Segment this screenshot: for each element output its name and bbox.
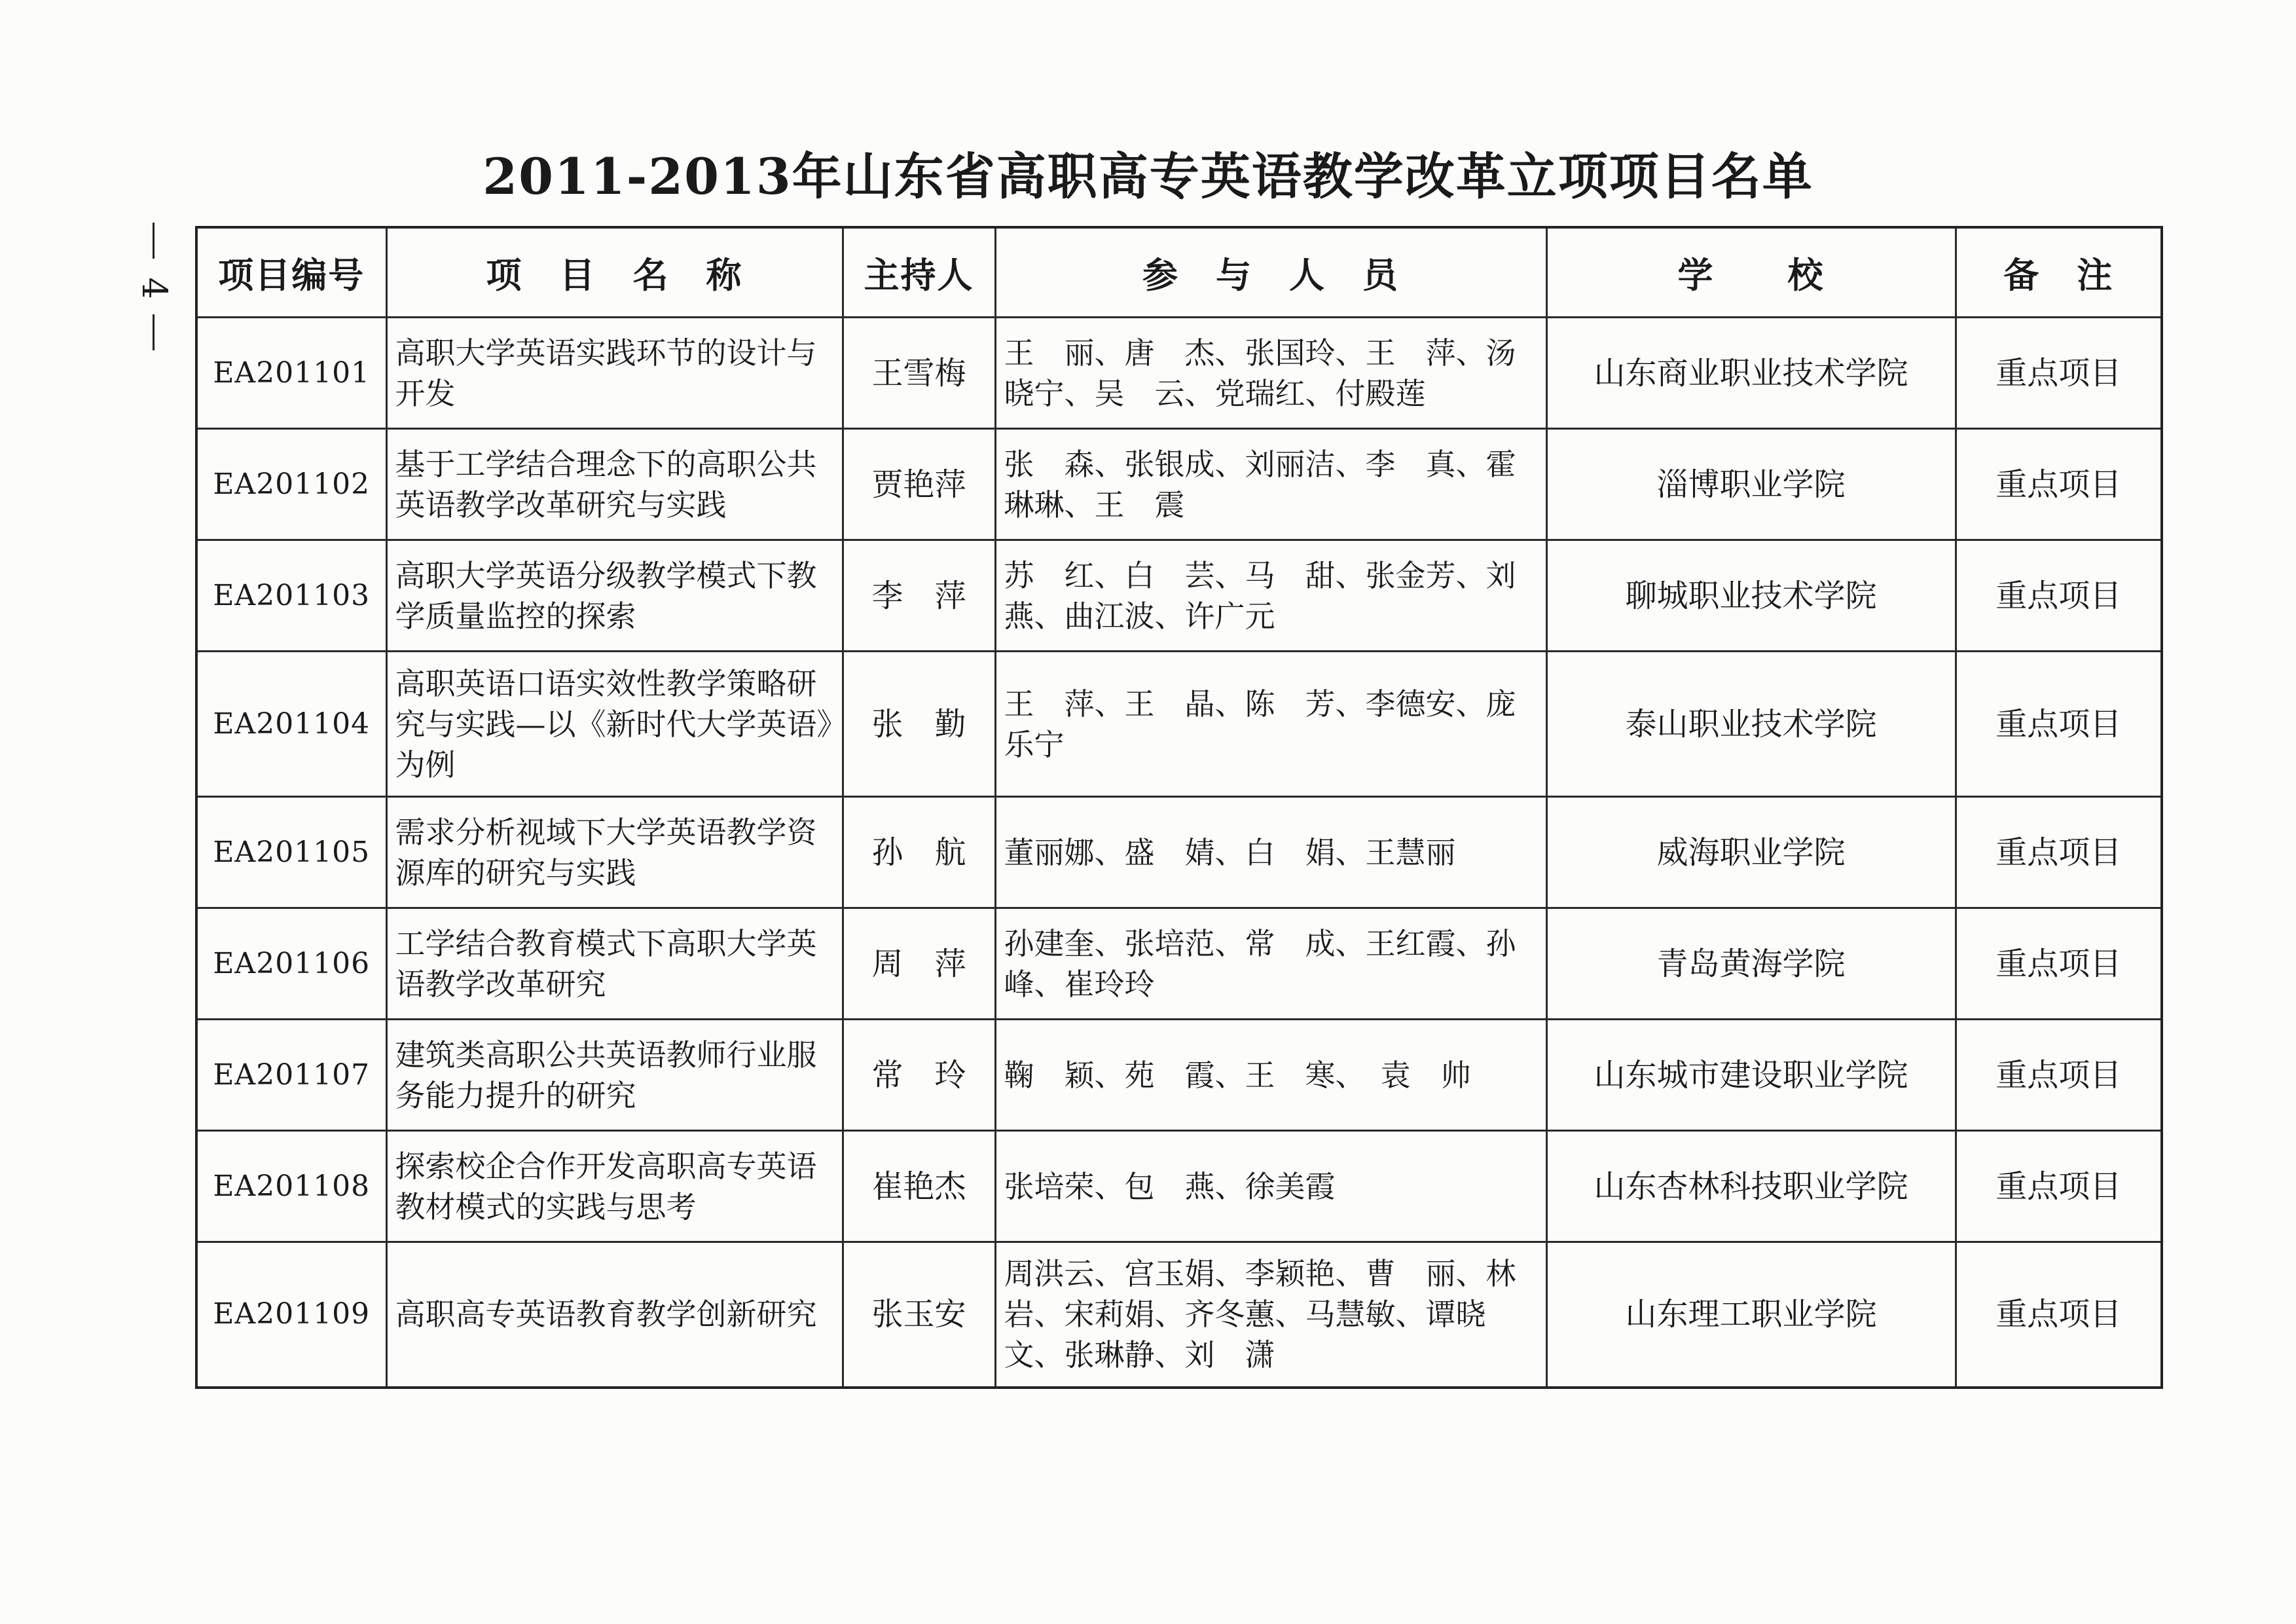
page-number-marker bbox=[134, 223, 173, 354]
page-number-dash-bottom bbox=[153, 314, 155, 350]
cell-note: 重点项目 bbox=[1956, 1020, 2162, 1131]
cell-members: 王 丽、唐 杰、张国玲、王 萍、汤晓宁、吴 云、党瑞红、付殿莲 bbox=[995, 318, 1546, 429]
cell-note: 重点项目 bbox=[1956, 908, 2162, 1020]
table-row bbox=[196, 1020, 2162, 1131]
cell-note: 重点项目 bbox=[1956, 318, 2162, 429]
cell-project-id: EA201107 bbox=[196, 1020, 386, 1131]
cell-school: 泰山职业技术学院 bbox=[1546, 652, 1956, 797]
cell-members: 周洪云、宫玉娟、李颖艳、曹 丽、林 岩、宋莉娟、齐冬蕙、马慧敏、谭晓文、张琳静、刘 潇 bbox=[995, 1242, 1546, 1388]
cell-school: 青岛黄海学院 bbox=[1546, 908, 1956, 1020]
cell-members: 王 萍、王 晶、陈 芳、李德安、庞乐宁 bbox=[995, 652, 1546, 797]
table-row bbox=[196, 1131, 2162, 1242]
cell-host: 常 玲 bbox=[843, 1020, 995, 1131]
cell-host: 李 萍 bbox=[843, 540, 995, 652]
cell-host: 孙 航 bbox=[843, 797, 995, 908]
cell-project-id: EA201103 bbox=[196, 540, 386, 652]
cell-members: 张 森、张银成、刘丽洁、李 真、霍琳琳、王 震 bbox=[995, 429, 1546, 540]
cell-note: 重点项目 bbox=[1956, 652, 2162, 797]
cell-note: 重点项目 bbox=[1956, 540, 2162, 652]
cell-note: 重点项目 bbox=[1956, 429, 2162, 540]
page-number: 4 bbox=[134, 277, 173, 299]
cell-project-id: EA201108 bbox=[196, 1131, 386, 1242]
cell-project-name: 高职高专英语教育教学创新研究 bbox=[386, 1242, 843, 1388]
cell-host: 张 勤 bbox=[843, 652, 995, 797]
cell-project-id: EA201104 bbox=[196, 652, 386, 797]
cell-school: 山东城市建设职业学院 bbox=[1546, 1020, 1956, 1131]
cell-members: 张培荣、包 燕、徐美霞 bbox=[995, 1131, 1546, 1242]
cell-project-name: 探索校企合作开发高职高专英语教材模式的实践与思考 bbox=[386, 1131, 843, 1242]
cell-note: 重点项目 bbox=[1956, 1242, 2162, 1388]
cell-project-name: 基于工学结合理念下的高职公共英语教学改革研究与实践 bbox=[386, 429, 843, 540]
project-table bbox=[195, 226, 2163, 1389]
cell-members: 董丽娜、盛 婧、白 娟、王慧丽 bbox=[995, 797, 1546, 908]
table-row bbox=[196, 652, 2162, 797]
table-row bbox=[196, 1242, 2162, 1388]
cell-project-name: 高职英语口语实效性教学策略研究与实践—以《新时代大学英语》为例 bbox=[386, 652, 843, 797]
cell-host: 贾艳萍 bbox=[843, 429, 995, 540]
cell-school: 山东理工职业学院 bbox=[1546, 1242, 1956, 1388]
table-row bbox=[196, 318, 2162, 429]
table-header-row bbox=[196, 227, 2162, 318]
cell-note: 重点项目 bbox=[1956, 1131, 2162, 1242]
cell-project-name: 工学结合教育模式下高职大学英语教学改革研究 bbox=[386, 908, 843, 1020]
cell-school: 山东商业职业技术学院 bbox=[1546, 318, 1956, 429]
header-project-id: 项目编号 bbox=[196, 227, 386, 318]
table-row bbox=[196, 797, 2162, 908]
cell-school: 聊城职业技术学院 bbox=[1546, 540, 1956, 652]
cell-project-name: 需求分析视域下大学英语教学资源库的研究与实践 bbox=[386, 797, 843, 908]
cell-host: 王雪梅 bbox=[843, 318, 995, 429]
cell-project-name: 高职大学英语分级教学模式下教学质量监控的探索 bbox=[386, 540, 843, 652]
table-row bbox=[196, 540, 2162, 652]
cell-project-id: EA201105 bbox=[196, 797, 386, 908]
page-title: 2011-2013年山东省高职高专英语教学改革立项项目名单 bbox=[483, 147, 1813, 206]
cell-project-id: EA201102 bbox=[196, 429, 386, 540]
header-school: 学 校 bbox=[1546, 227, 1956, 318]
header-members: 参 与 人 员 bbox=[995, 227, 1546, 318]
cell-school: 山东杏林科技职业学院 bbox=[1546, 1131, 1956, 1242]
cell-members: 苏 红、白 芸、马 甜、张金芳、刘 燕、曲江波、许广元 bbox=[995, 540, 1546, 652]
page-number-dash-top bbox=[153, 223, 155, 259]
cell-project-name: 高职大学英语实践环节的设计与开发 bbox=[386, 318, 843, 429]
cell-project-id: EA201106 bbox=[196, 908, 386, 1020]
cell-project-name: 建筑类高职公共英语教师行业服务能力提升的研究 bbox=[386, 1020, 843, 1131]
table-row bbox=[196, 429, 2162, 540]
cell-project-id: EA201109 bbox=[196, 1242, 386, 1388]
cell-host: 周 萍 bbox=[843, 908, 995, 1020]
cell-members: 孙建奎、张培范、常 成、王红霞、孙 峰、崔玲玲 bbox=[995, 908, 1546, 1020]
header-note: 备 注 bbox=[1956, 227, 2162, 318]
table-row bbox=[196, 908, 2162, 1020]
cell-members: 鞠 颖、苑 霞、王 寒、 袁 帅 bbox=[995, 1020, 1546, 1131]
header-project-name: 项 目 名 称 bbox=[386, 227, 843, 318]
cell-host: 崔艳杰 bbox=[843, 1131, 995, 1242]
header-host: 主持人 bbox=[843, 227, 995, 318]
cell-school: 淄博职业学院 bbox=[1546, 429, 1956, 540]
cell-note: 重点项目 bbox=[1956, 797, 2162, 908]
cell-project-id: EA201101 bbox=[196, 318, 386, 429]
cell-host: 张玉安 bbox=[843, 1242, 995, 1388]
cell-school: 威海职业学院 bbox=[1546, 797, 1956, 908]
